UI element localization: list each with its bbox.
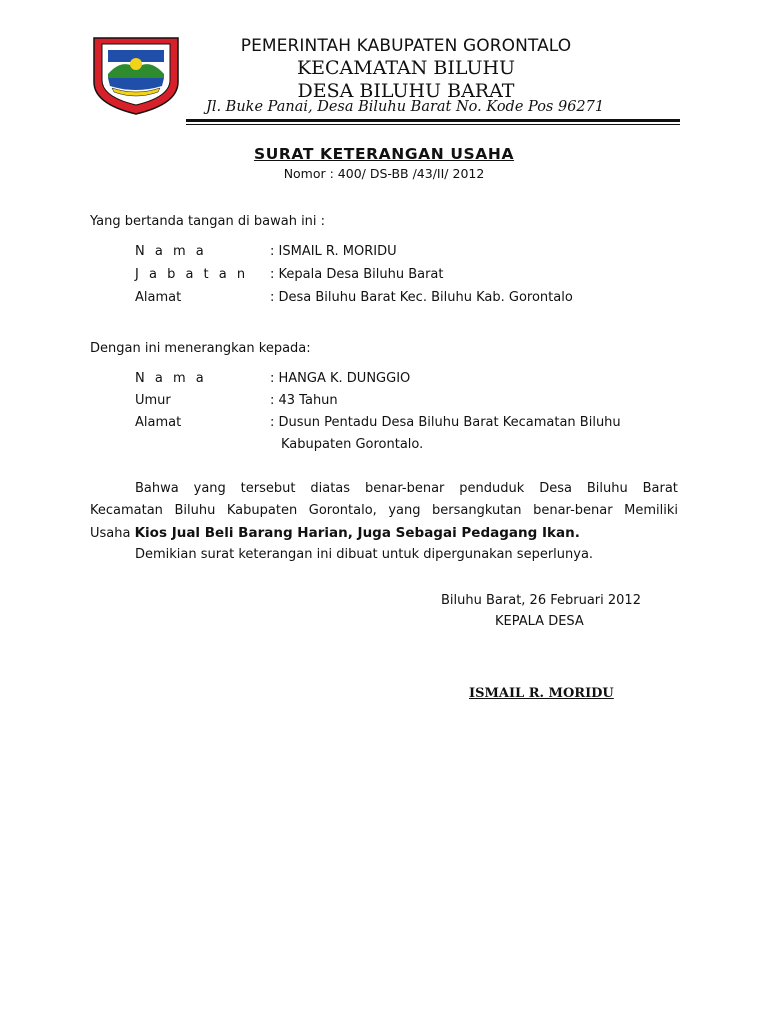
- statement-line-2-word: Biluhu: [174, 503, 216, 518]
- subject-name-label: N a m a: [135, 371, 207, 386]
- signer-position-label: J a b a t a n: [135, 267, 249, 282]
- subject-address-value-1: : Dusun Pentadu Desa Biluhu Barat Kecamatan Biluhu: [270, 415, 621, 430]
- statement-line-1-word: diatas: [310, 481, 351, 496]
- statement-line-1-word: penduduk: [459, 481, 525, 496]
- statement-line-1-word: tersebut: [240, 481, 296, 496]
- statement-line-2-word: yang: [388, 503, 421, 518]
- letterhead-rule-thick: [186, 119, 680, 122]
- signer-address-label: Alamat: [135, 290, 182, 305]
- business-description: Kios Jual Beli Barang Harian, Juga Sebagai Pedagang Ikan.: [134, 525, 580, 541]
- signer-position-value: : Kepala Desa Biluhu Barat: [270, 267, 444, 282]
- letterhead-government: PEMERINTAH KABUPATEN GORONTALO: [240, 36, 572, 56]
- statement-line-1-word: benar-benar: [364, 481, 445, 496]
- statement-line-1-word: Barat: [642, 481, 678, 496]
- statement-line-2-word: Gorontalo,: [308, 503, 377, 518]
- signer-address-value: : Desa Biluhu Barat Kec. Biluhu Kab. Gorontalo: [270, 290, 573, 305]
- letterhead-district: KECAMATAN BILUHU: [296, 57, 516, 79]
- statement-line-3: [90, 525, 580, 541]
- document-title: [0, 145, 768, 163]
- statement-line-1-word: Desa: [539, 481, 572, 496]
- statement-line-1-word: Bahwa: [135, 481, 179, 496]
- statement-line-2-word: bersangkutan: [432, 503, 522, 518]
- subject-address-value-2: Kabupaten Gorontalo.: [281, 437, 424, 452]
- regency-crest-icon: [86, 34, 186, 116]
- signature-place-date: Biluhu Barat, 26 Februari 2012: [441, 593, 641, 608]
- statement-line-2-word: Memiliki: [624, 503, 678, 518]
- statement-line-1-word: Biluhu: [586, 481, 628, 496]
- letterhead-village: DESA BILUHU BARAT: [297, 80, 515, 102]
- statement-line-2-word: Kabupaten: [226, 503, 298, 518]
- subject-age-label: Umur: [135, 393, 171, 408]
- signature-name: ISMAIL R. MORIDU: [469, 686, 614, 701]
- subject-address-label: Alamat: [135, 415, 182, 430]
- statement-usaha-prefix: Usaha: [90, 526, 135, 541]
- statement-line-1: [135, 481, 678, 496]
- document-number: Nomor : 400/ DS-BB /43/II/ 2012: [283, 166, 485, 181]
- statement-line-2: [90, 503, 678, 518]
- closing-text: Demikian surat keterangan ini dibuat untuk dipergunakan seperlunya.: [135, 547, 594, 562]
- statement-line-2-word: Kecamatan: [90, 503, 163, 518]
- subject-age-value: : 43 Tahun: [270, 393, 338, 408]
- subject-intro-text: Dengan ini menerangkan kepada:: [90, 341, 311, 356]
- statement-line-2-word: benar-benar: [533, 503, 613, 518]
- document-title-text: SURAT KETERANGAN USAHA: [253, 145, 515, 163]
- letterhead-rule-thin: [186, 124, 680, 125]
- subject-name-value: : HANGA K. DUNGGIO: [270, 371, 411, 386]
- letterhead-address: Jl. Buke Panai, Desa Biluhu Barat No. Kode Pos 96271: [206, 99, 605, 115]
- intro-text: Yang bertanda tangan di bawah ini :: [90, 214, 326, 229]
- statement-line-1-word: yang: [193, 481, 226, 496]
- signer-name-label: N a m a: [135, 244, 207, 259]
- signer-name-value: : ISMAIL R. MORIDU: [270, 244, 397, 259]
- signature-position: KEPALA DESA: [495, 614, 584, 629]
